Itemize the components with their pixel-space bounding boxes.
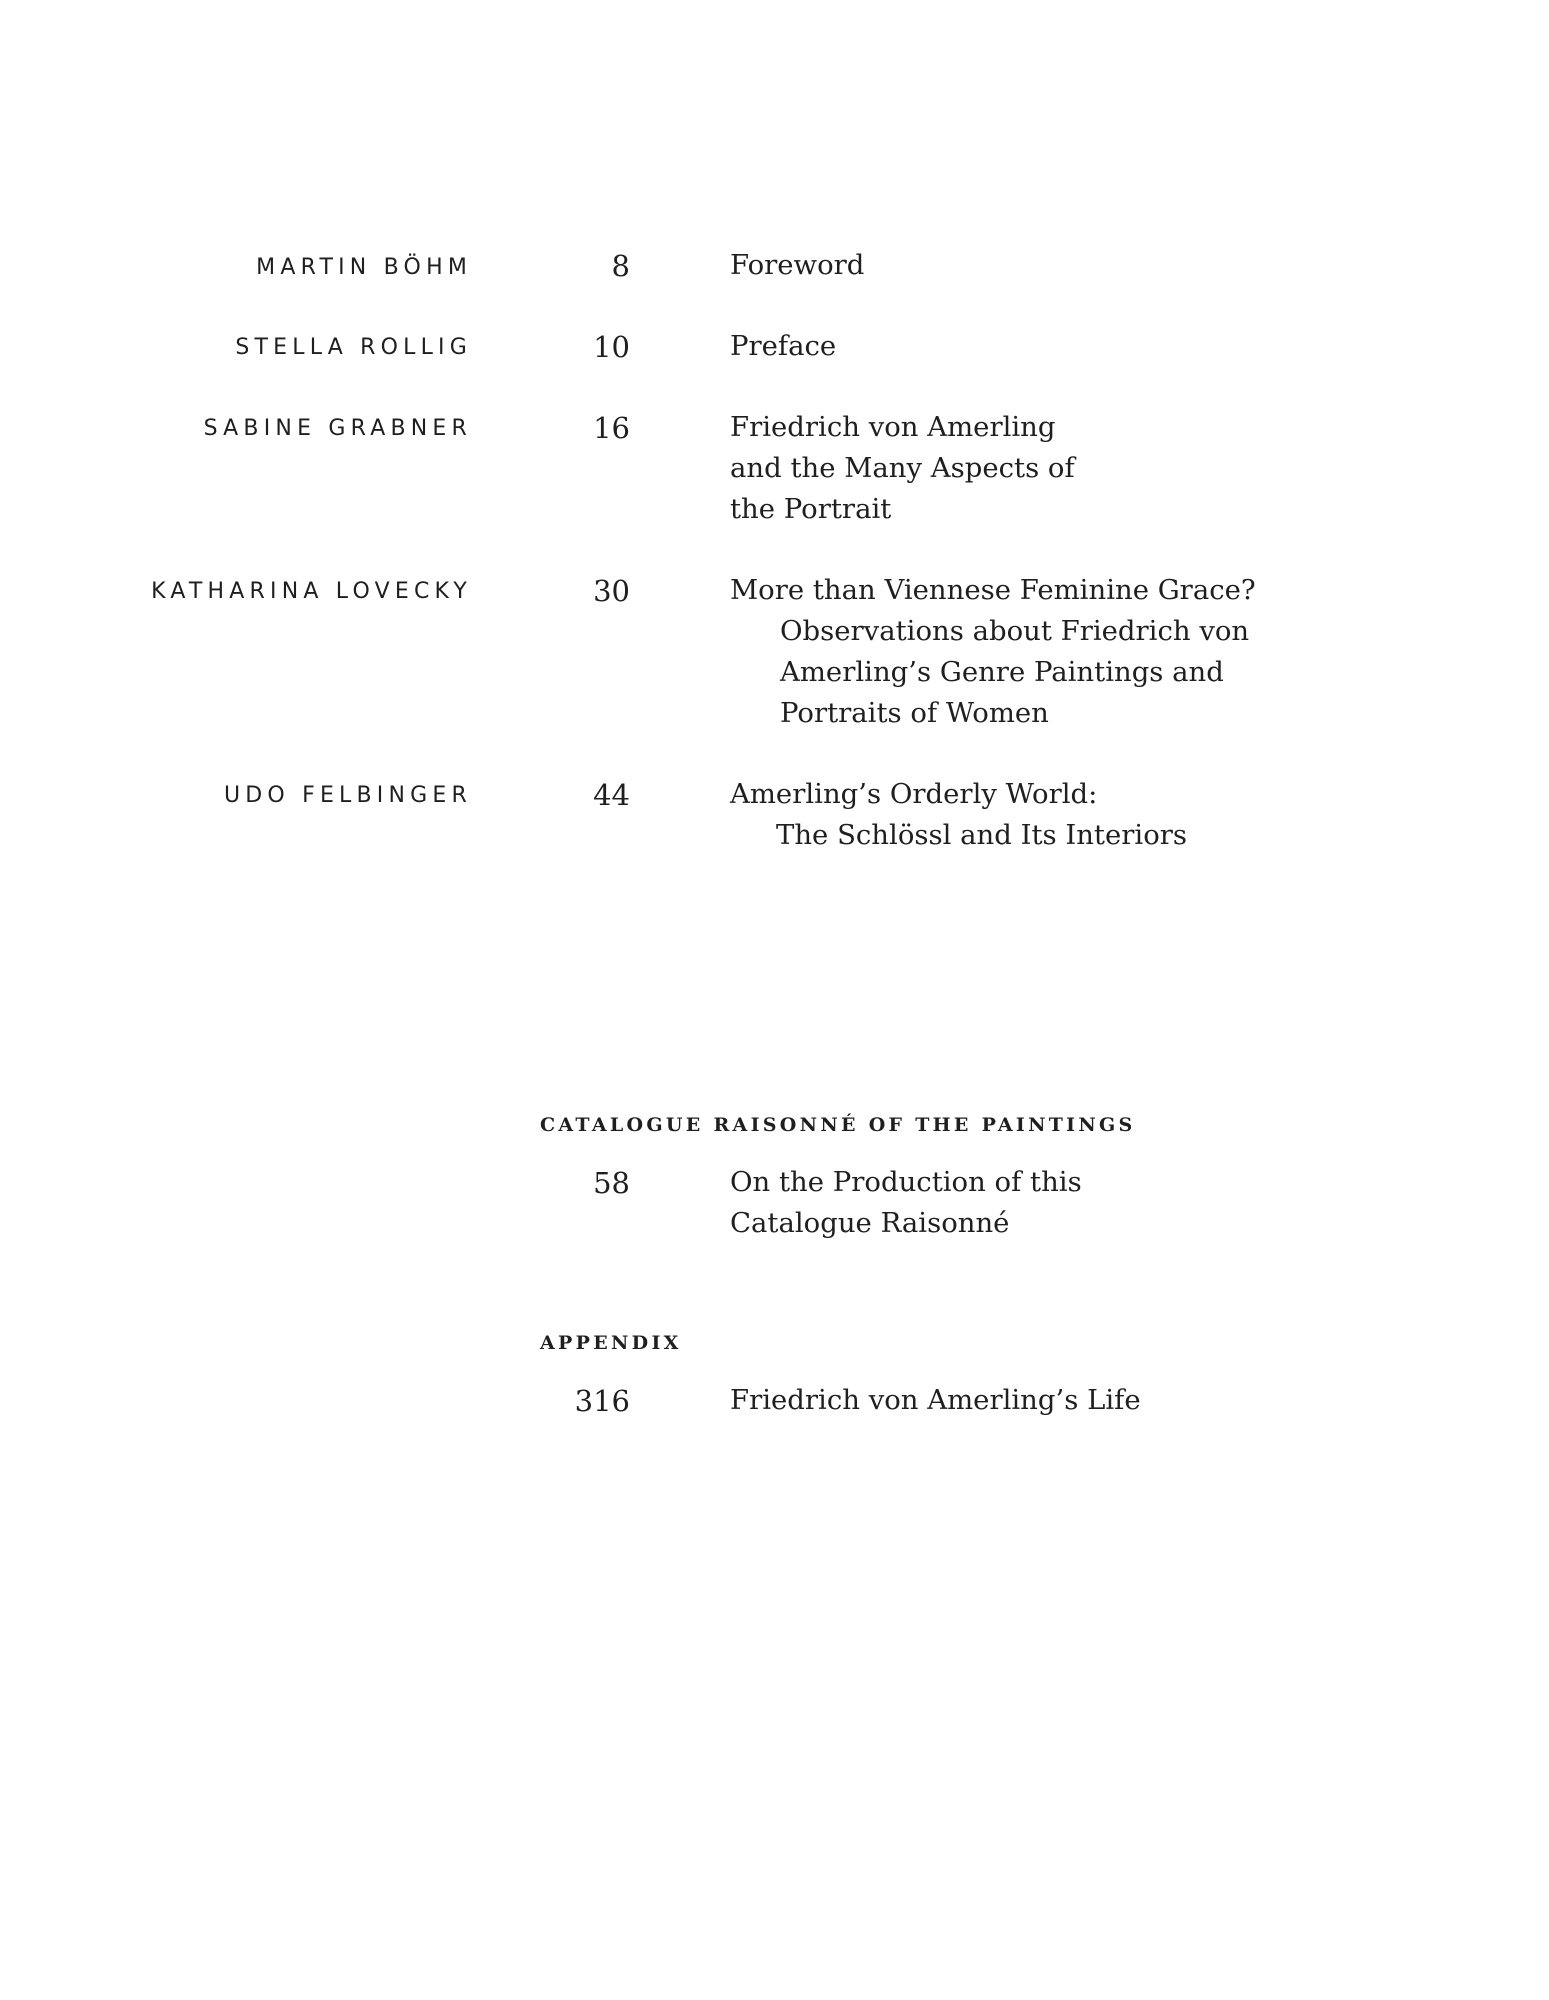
toc-page-number: 10 [593, 330, 630, 364]
toc-title-line: and the Many Aspects of [730, 452, 1075, 484]
toc-title-line: Portraits of Women [780, 697, 1049, 729]
toc-title-line: On the Production of this [730, 1166, 1082, 1198]
toc-title-line: Amerling’s Genre Paintings and [780, 656, 1224, 688]
toc-entry-title [730, 245, 864, 286]
section-heading-appendix: APPENDIX [540, 1332, 682, 1354]
toc-page-number: 16 [593, 411, 630, 445]
toc-entry-title [730, 570, 1256, 734]
toc-author: UDO FELBINGER [223, 783, 472, 808]
toc-title-line: the Portrait [730, 493, 892, 525]
toc-title-line: Foreword [730, 249, 865, 281]
toc-title-line: Friedrich von Amerling [730, 411, 1056, 443]
toc-author: KATHARINA LOVECKY [151, 579, 472, 604]
toc-title-line: Catalogue Raisonné [730, 1207, 1010, 1239]
toc-page-number: 44 [593, 778, 630, 812]
toc-title-line: More than Viennese Feminine Grace? [730, 574, 1256, 606]
toc-entry-title [730, 1162, 1082, 1244]
toc-page-number: 8 [611, 249, 630, 283]
toc-title-line: The Schlössl and Its Interiors [776, 819, 1188, 851]
toc-entry-title [730, 326, 836, 367]
toc-entry-title [730, 1380, 1141, 1421]
toc-page-number: 58 [593, 1166, 630, 1200]
toc-page-number: 316 [574, 1384, 630, 1418]
toc-author: STELLA ROLLIG [235, 335, 472, 360]
toc-entry-title [730, 774, 1187, 856]
toc-author: MARTIN BÖHM [256, 255, 472, 280]
toc-author: SABINE GRABNER [203, 416, 472, 441]
section-heading-catalogue: CATALOGUE RAISONNÉ OF THE PAINTINGS [540, 1114, 1136, 1136]
toc-title-line: Friedrich von Amerling’s Life [730, 1384, 1141, 1416]
toc-entry-title [730, 407, 1075, 530]
toc-title-line: Observations about Friedrich von [780, 615, 1250, 647]
toc-title-line: Amerling’s Orderly World: [730, 778, 1098, 810]
toc-page-number: 30 [593, 574, 630, 608]
toc-title-line: Preface [730, 330, 837, 362]
